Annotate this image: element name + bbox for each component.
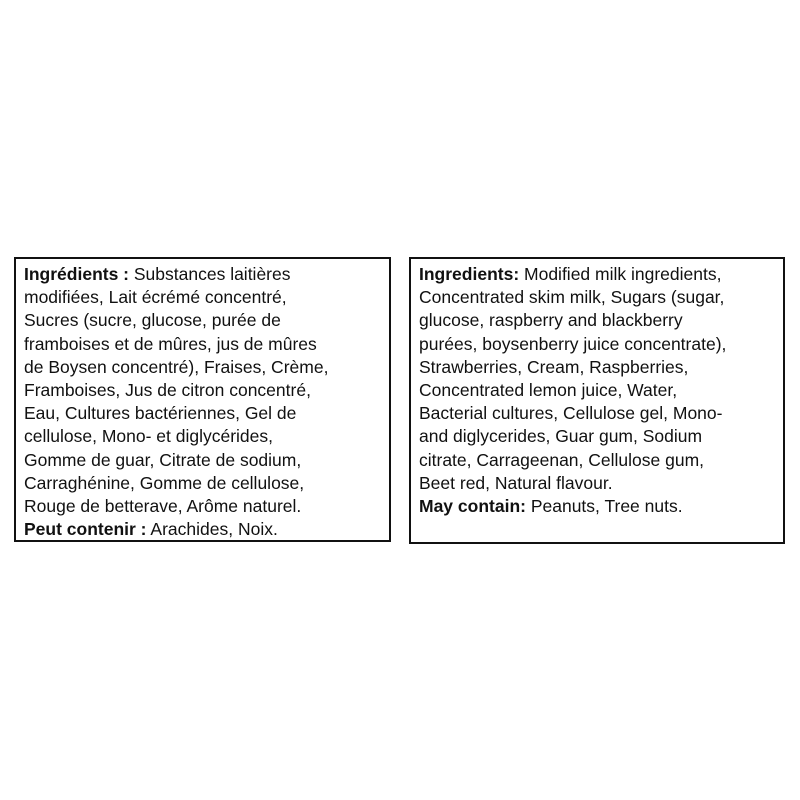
english-allergen-paragraph bbox=[419, 495, 775, 518]
english-allergen-text: Peanuts, Tree nuts. bbox=[525, 496, 683, 517]
french-allergen-paragraph bbox=[24, 518, 381, 541]
french-ingredients-paragraph bbox=[24, 263, 381, 518]
french-ingredients-text: Substances laitières modifiées, Lait écrémé concentré, Sucres (sucre, glucose, purée de framboises et de mûres, jus de mûres de Boysen concentré), Fraises, Crème, Framboises, Jus de citron concentré, Eau, Cultures bactériennes, Gel de cellulose, Mono- et diglycérides, Gomme de guar, Citrate de sodium, Carraghénine, Gomme de cellulose, Rouge de betterave, Arôme naturel. bbox=[24, 264, 329, 517]
english-ingredients-panel bbox=[409, 257, 785, 544]
english-ingredients-label: Ingredients: bbox=[419, 264, 520, 284]
english-ingredients-text: Modified milk ingredients, Concentrated skim milk, Sugars (sugar, glucose, raspberry and blackberry purées, boysenberry juice concentrate), Strawberries, Cream, Raspberries, Concentrated lemon juice, Water, Bacterial cultures, Cellulose gel, Mono- and diglycerides, Guar gum, Sodium citrate, Carrageenan, Cellulose gum, Beet red, Natural flavour. bbox=[419, 264, 727, 493]
english-ingredients-paragraph bbox=[419, 263, 775, 495]
french-allergen-text: Arachides, Noix. bbox=[146, 519, 278, 540]
french-ingredients-panel bbox=[14, 257, 391, 542]
french-ingredients-label: Ingrédients : bbox=[24, 264, 130, 284]
english-allergen-label: May contain: bbox=[419, 496, 526, 517]
french-allergen-label: Peut contenir : bbox=[24, 519, 147, 540]
